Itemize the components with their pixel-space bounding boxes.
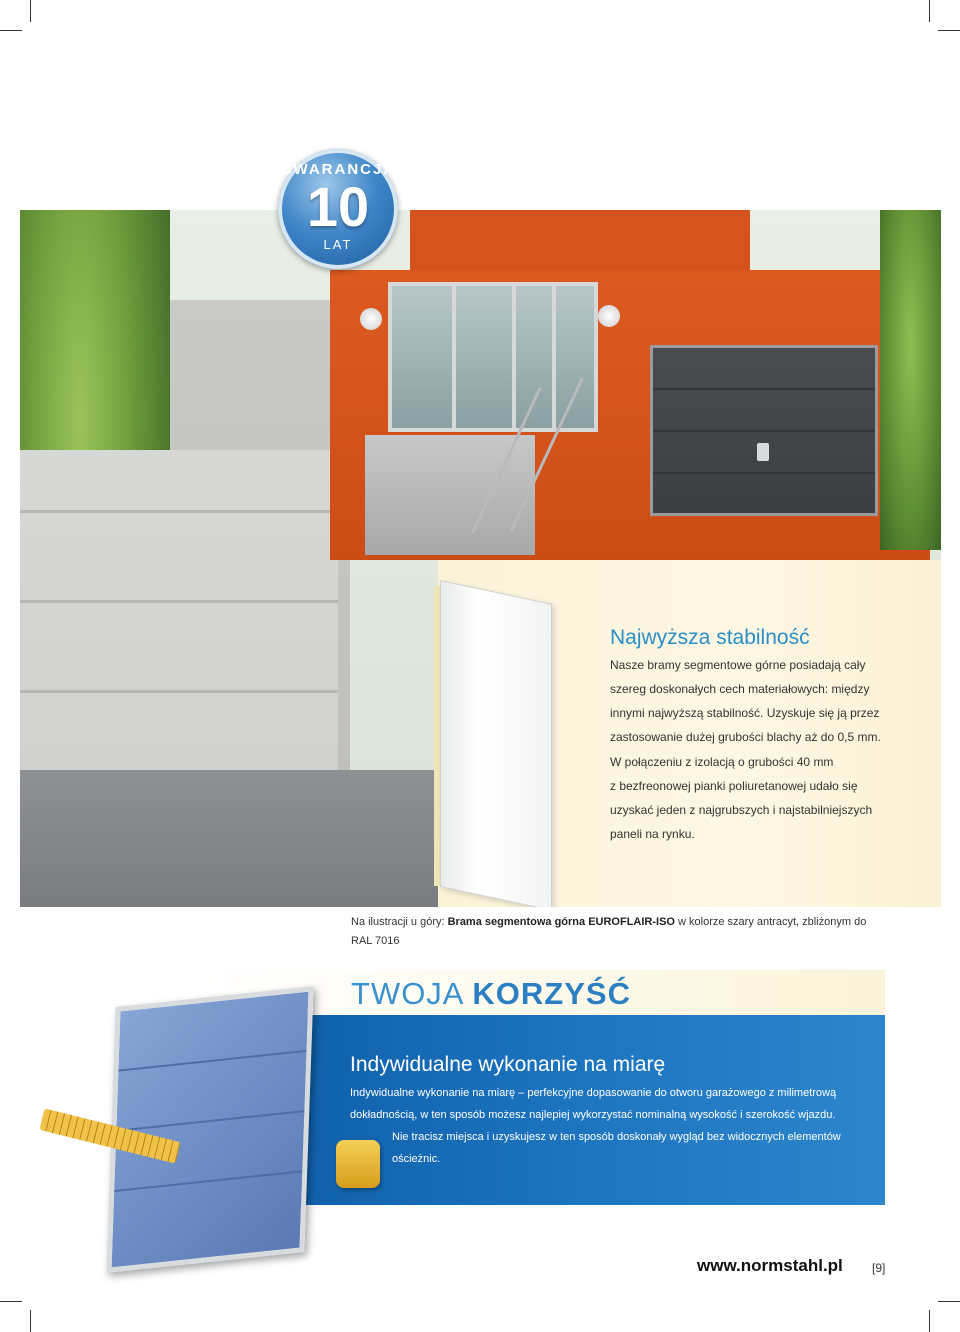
door-handle xyxy=(757,443,769,461)
stability-line: szereg doskonałych cech materiałowych: między xyxy=(610,682,870,696)
benefit-subheading: Indywidualne wykonanie na miarę xyxy=(350,1053,666,1076)
caption-product: Brama segmentowa górna EUROFLAIR-ISO xyxy=(447,916,675,928)
crop-mark xyxy=(30,0,31,22)
stability-line: uzyskać jeden z najgrubszych i najstabilniejszych xyxy=(610,803,873,817)
benefit-heading-bold: KORZYŚĆ xyxy=(472,976,631,1011)
badge-title: GWARANCJA xyxy=(279,161,397,178)
benefit-line: Indywidualne wykonanie na miarę – perfekcyjne dopasowanie do otworu garażowego z milimetrową xyxy=(350,1087,837,1099)
stability-line: z bezfreonowej pianki poliuretanowej udało się xyxy=(610,779,858,793)
stability-line: zastosowanie dużej grubości blachy aż do 0,5 mm. xyxy=(610,730,881,744)
stability-line: W połączeniu z izolacją o grubości 40 mm xyxy=(610,755,834,769)
crop-mark xyxy=(30,1310,31,1332)
stability-line: innymi najwyższą stabilność. Uzyskuje się ją przez xyxy=(610,706,880,720)
stability-line: Nasze bramy segmentowe górne posiadają cały xyxy=(610,658,866,672)
anthracite-garage-door xyxy=(650,345,878,516)
caption-prefix: Na ilustracji u góry: xyxy=(351,916,448,928)
page-number: [9] xyxy=(872,1261,886,1275)
crop-mark xyxy=(929,1310,930,1332)
door-panel-cross-section xyxy=(440,580,552,907)
crop-mark xyxy=(929,0,930,22)
tree-right xyxy=(880,210,941,550)
wall-lamp xyxy=(598,305,620,327)
caption-suffix: w kolorze szary antracyt, zbliżonym do RAL 7016 xyxy=(351,916,867,947)
benefit-heading-light: TWOJA xyxy=(351,976,473,1011)
benefit-line: ościeżnic. xyxy=(392,1153,441,1165)
website-url: www.normstahl.pl xyxy=(697,1256,843,1275)
benefit-heading xyxy=(351,976,631,1012)
photo-caption xyxy=(351,913,871,951)
benefit-line: dokładnością, w ten sposób możesz najlepiej wykorzystać nominalną wysokość i szerokość wjazdu. xyxy=(350,1109,836,1121)
stability-title: Najwyższa stabilność xyxy=(610,626,810,649)
measuring-tape-roll xyxy=(336,1140,380,1188)
crop-mark xyxy=(938,30,960,31)
benefit-line: Nie tracisz miejsca i uzyskujesz w ten sposób doskonały wygląd bez widocznych elementów xyxy=(392,1131,841,1143)
stability-line: paneli na rynku. xyxy=(610,827,695,841)
wall-lamp xyxy=(360,308,382,330)
guarantee-badge xyxy=(278,149,398,269)
crop-mark xyxy=(938,1301,960,1302)
badge-number: 10 xyxy=(306,175,370,238)
crop-mark xyxy=(0,30,22,31)
badge-unit: LAT xyxy=(323,237,353,252)
crop-mark xyxy=(0,1301,22,1302)
blue-garage-door-image xyxy=(106,986,313,1273)
